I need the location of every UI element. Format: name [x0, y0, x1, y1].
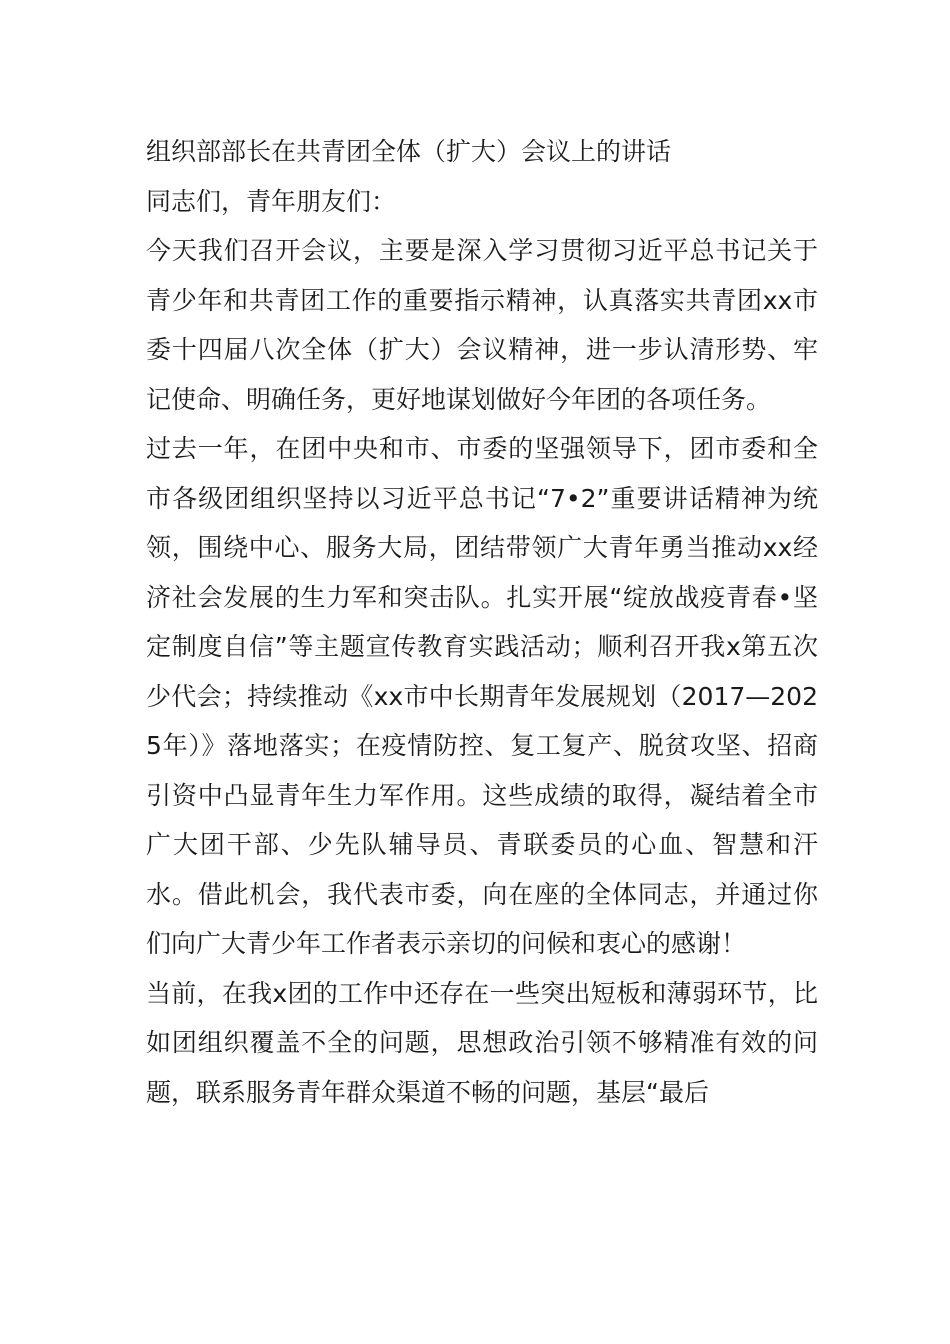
paragraph-shortcomings: 当前，在我x团的工作中还存在一些突出短板和薄弱环节，比如团组织覆盖不全的问题，思想政治引领不够精准有效的问题，联系服务青年群众渠道不畅的问题，基层“最后 [146, 978, 818, 1107]
paragraph-achievements: 过去一年，在团中央和市、市委的坚强领导下，团市委和全市各级团组织坚持以习近平总书记“7•2”重要讲话精神为统领，围绕中心、服务大局，团结带领广大青年勇当推动xx经济社会发展的生力军和突击队。扎实开展“绽放战疫青春•坚定制度自信”等主题宣传教育实践活动；顺利召开我x第五次少代会；持续推动《xx市中长期青年发展规划（2017—2025年）》落地落实；在疫情防控、复工复产、脱贫攻坚、招商引资中凸显青年生力军作用。这些成绩的取得，凝结着全市广大团干部、少先队辅导员、青联委员的心血、智慧和汗水。借此机会，我代表市委，向在座的全体同志，并通过你们向广大青少年工作者表示亲切的问候和衷心的感谢！ [146, 434, 818, 958]
document-body [146, 127, 818, 1117]
document-title: 组织部部长在共青团全体（扩大）会议上的讲话 [146, 137, 672, 166]
paragraph-intro: 今天我们召开会议，主要是深入学习贯彻习近平总书记关于青少年和共青团工作的重要指示精神，认真落实共青团xx市委十四届八次全体（扩大）会议精神，进一步认清形势、牢记使命、明确任务，更好地谋划做好今年团的各项任务。 [146, 236, 818, 414]
salutation: 同志们，青年朋友们： [146, 186, 397, 216]
